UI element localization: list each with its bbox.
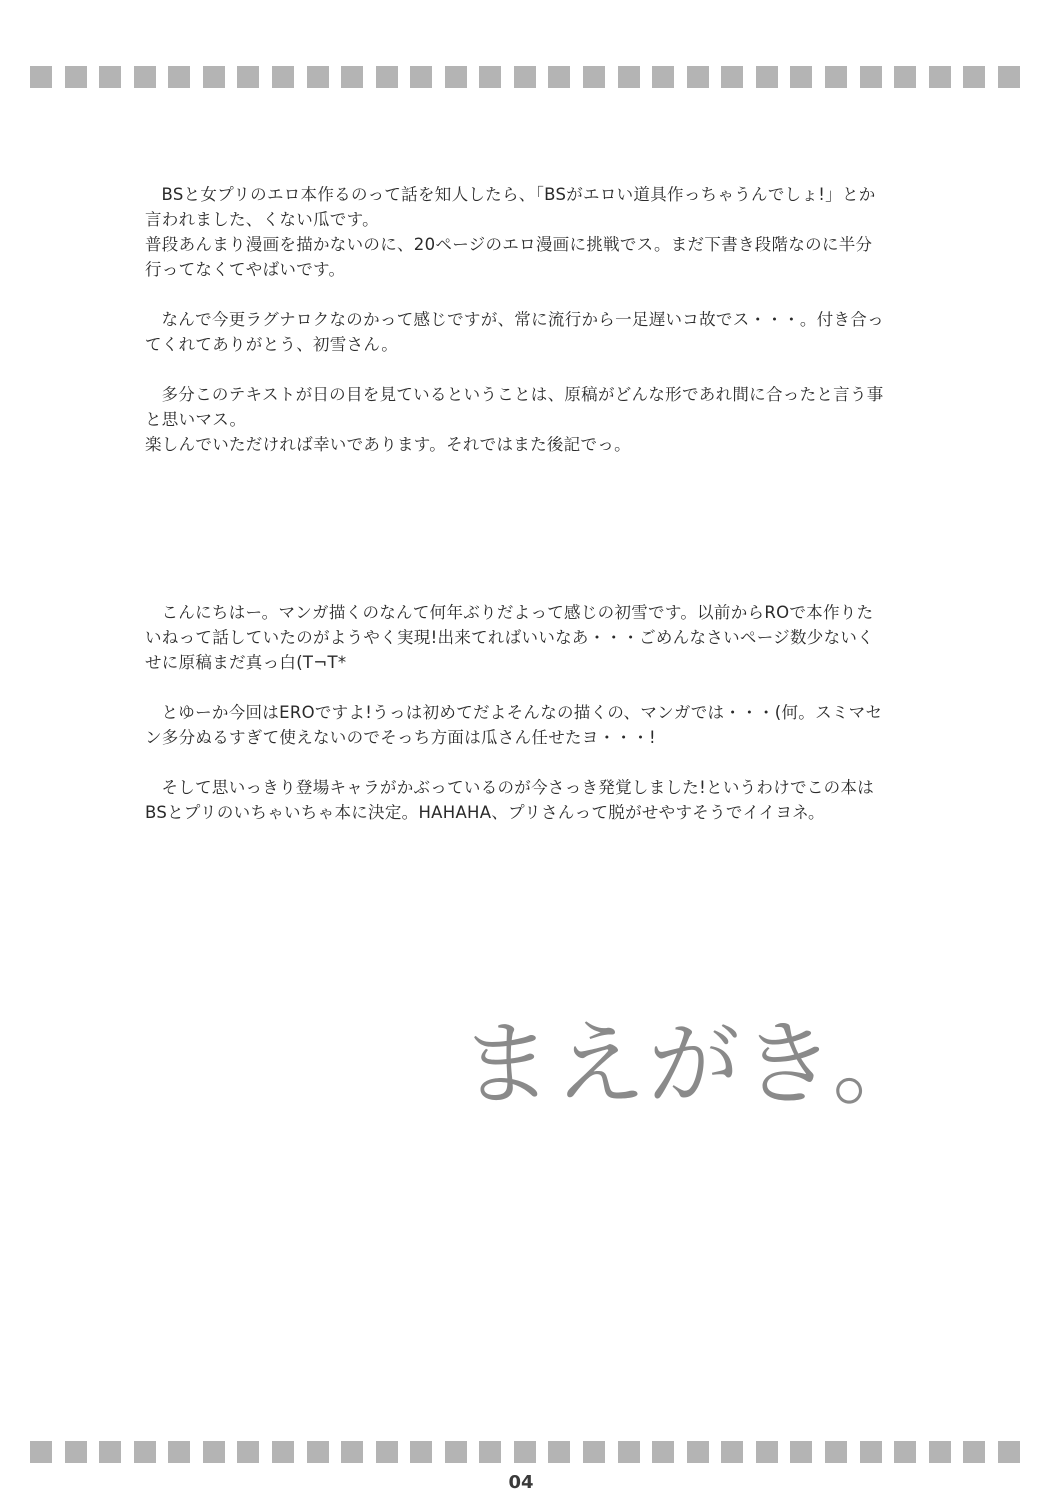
page-number: 04	[508, 1472, 534, 1493]
border-square	[790, 66, 812, 88]
paragraph: そして思いっきり登場キャラがかぶっているのが今さっき発覚しました!というわけでこの本はBSとプリのいちゃいちゃ本に決定。HAHAHA、プリさんって脱がせやすそうでイイヨネ。	[145, 778, 875, 822]
paragraph: とゆーか今回はEROですよ!うっは初めてだよそんなの描くの、マンガでは・・・(何。スミマセン多分ぬるすぎて使えないのでそっち方面は瓜さん任せたヨ・・・!	[145, 703, 883, 747]
border-square	[721, 66, 743, 88]
border-square	[376, 66, 398, 88]
border-square	[65, 1441, 87, 1463]
border-square	[860, 66, 882, 88]
border-square	[30, 66, 52, 88]
border-square	[894, 66, 916, 88]
border-square	[963, 1441, 985, 1463]
border-square	[479, 66, 501, 88]
border-square	[825, 1441, 847, 1463]
border-square	[237, 1441, 259, 1463]
border-square	[479, 1441, 501, 1463]
border-square	[548, 1441, 570, 1463]
border-square	[203, 1441, 225, 1463]
border-square	[929, 1441, 951, 1463]
border-square	[168, 66, 190, 88]
paragraph: 多分このテキストが日の目を見ているということは、原稿がどんな形であれ間に合ったと言う事と思いマス。 楽しんでいただければ幸いであります。それではまた後記でっ。	[145, 385, 884, 454]
border-square	[721, 1441, 743, 1463]
border-square	[514, 66, 536, 88]
border-square	[929, 66, 951, 88]
border-square	[618, 66, 640, 88]
border-square	[445, 1441, 467, 1463]
border-square	[168, 1441, 190, 1463]
border-square	[790, 1441, 812, 1463]
border-square	[203, 66, 225, 88]
border-square	[998, 66, 1020, 88]
border-square	[99, 1441, 121, 1463]
border-square	[65, 66, 87, 88]
border-square	[548, 66, 570, 88]
border-square	[237, 66, 259, 88]
border-square	[756, 66, 778, 88]
border-square	[998, 1441, 1020, 1463]
border-square	[341, 66, 363, 88]
border-square	[307, 66, 329, 88]
author1-note	[145, 182, 885, 457]
border-square	[134, 1441, 156, 1463]
border-square	[307, 1441, 329, 1463]
border-square	[410, 66, 432, 88]
border-square	[825, 66, 847, 88]
top-border	[30, 66, 1020, 88]
border-square	[514, 1441, 536, 1463]
border-square	[687, 1441, 709, 1463]
border-square	[756, 1441, 778, 1463]
paragraph: こんにちはー。マンガ描くのなんて何年ぶりだよって感じの初雪です。以前からROで本作りたいねって話していたのがようやく実現!出来てればいいなあ・・・ごめんなさいページ数少ないくせに原稿まだ真っ白(T¬T*	[145, 603, 874, 672]
border-square	[583, 1441, 605, 1463]
author2-note	[145, 600, 885, 825]
border-square	[618, 1441, 640, 1463]
border-square	[687, 66, 709, 88]
paragraph: BSと女プリのエロ本作るのって話を知人したら、「BSがエロい道具作っちゃうんでしょ!」とか言われました、くない瓜です。 普段あんまり漫画を描かないのに、20ページのエロ漫画に挑戦でス。まだ下書き段階なのに半分行ってなくてやばいです。	[145, 185, 876, 279]
border-square	[341, 1441, 363, 1463]
border-square	[410, 1441, 432, 1463]
border-square	[30, 1441, 52, 1463]
bottom-border	[30, 1441, 1020, 1463]
border-square	[583, 66, 605, 88]
border-square	[894, 1441, 916, 1463]
border-square	[963, 66, 985, 88]
paragraph: なんで今更ラグナロクなのかって感じですが、常に流行から一足遅いコ故でス・・・。付き合ってくれてありがとう、初雪さん。	[145, 310, 884, 354]
border-square	[376, 1441, 398, 1463]
border-square	[272, 66, 294, 88]
border-square	[652, 66, 674, 88]
border-square	[99, 66, 121, 88]
border-square	[134, 66, 156, 88]
border-square	[445, 66, 467, 88]
border-square	[860, 1441, 882, 1463]
page-title: まえがき。	[460, 1011, 927, 1118]
border-square	[652, 1441, 674, 1463]
border-square	[272, 1441, 294, 1463]
